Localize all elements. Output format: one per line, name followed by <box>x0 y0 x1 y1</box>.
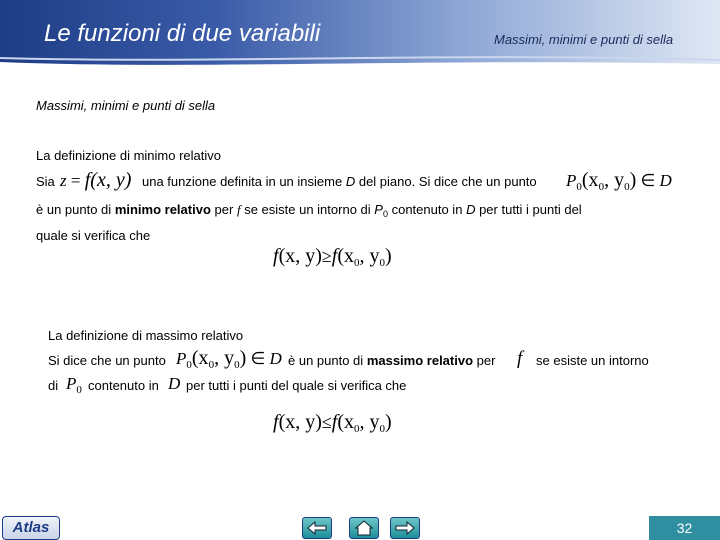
massimo-text1: Si dice che un punto <box>48 353 166 368</box>
minimo-function-eq: z = f(x, y) <box>60 169 132 191</box>
minimo-inequality: f(x, $y)\ge f(x_0$, $y_0$) <box>273 245 392 269</box>
prev-button[interactable] <box>302 517 332 539</box>
arrow-right-icon <box>395 521 415 535</box>
minimo-sia: Sia <box>36 174 55 189</box>
atlas-logo: Atlas <box>2 516 60 540</box>
next-button[interactable] <box>390 517 420 539</box>
massimo-point-membership: $P_0(x_0$, $y_0$) ∈ D <box>176 347 282 371</box>
section-title: Massimi, minimi e punti di sella <box>36 98 216 113</box>
minimo-line3: quale si verifica che <box>36 228 151 243</box>
minimo-text1: una funzione definita in un insieme D del piano. Si dice che un punto <box>142 174 537 189</box>
minimo-point-membership: $P_0(x_0$, $y_0$) ∈ D <box>566 169 672 193</box>
massimo-heading: La definizione di massimo relativo <box>48 328 244 343</box>
page-title: Le funzioni di due variabili <box>44 20 321 47</box>
massimo-p0: $P_0$ <box>66 374 82 396</box>
massimo-f: f <box>517 348 523 369</box>
massimo-contenuto: contenuto in <box>88 378 159 393</box>
massimo-rest: per tutti i punti del quale si verifica che <box>186 378 407 393</box>
header-subtitle: Massimi, minimi e punti di sella <box>494 32 674 47</box>
home-button[interactable] <box>349 517 379 539</box>
home-icon <box>354 520 374 536</box>
massimo-di: di <box>48 378 59 393</box>
minimo-heading: La definizione di minimo relativo <box>36 148 221 163</box>
massimo-text3: se esiste un intorno <box>536 353 649 368</box>
minimo-line2: è un punto di minimo relativo per f se esiste un intorno di $P_0$ contenuto in D per tutti i punti del <box>36 202 582 219</box>
massimo-D: D <box>168 374 181 393</box>
page-number: 32 <box>649 516 720 540</box>
arrow-left-icon <box>307 521 327 535</box>
massimo-text2: è un punto di massimo relativo per <box>288 353 496 368</box>
massimo-inequality: f(x, $y)\le f(x_0$, $y_0$) <box>273 411 392 435</box>
